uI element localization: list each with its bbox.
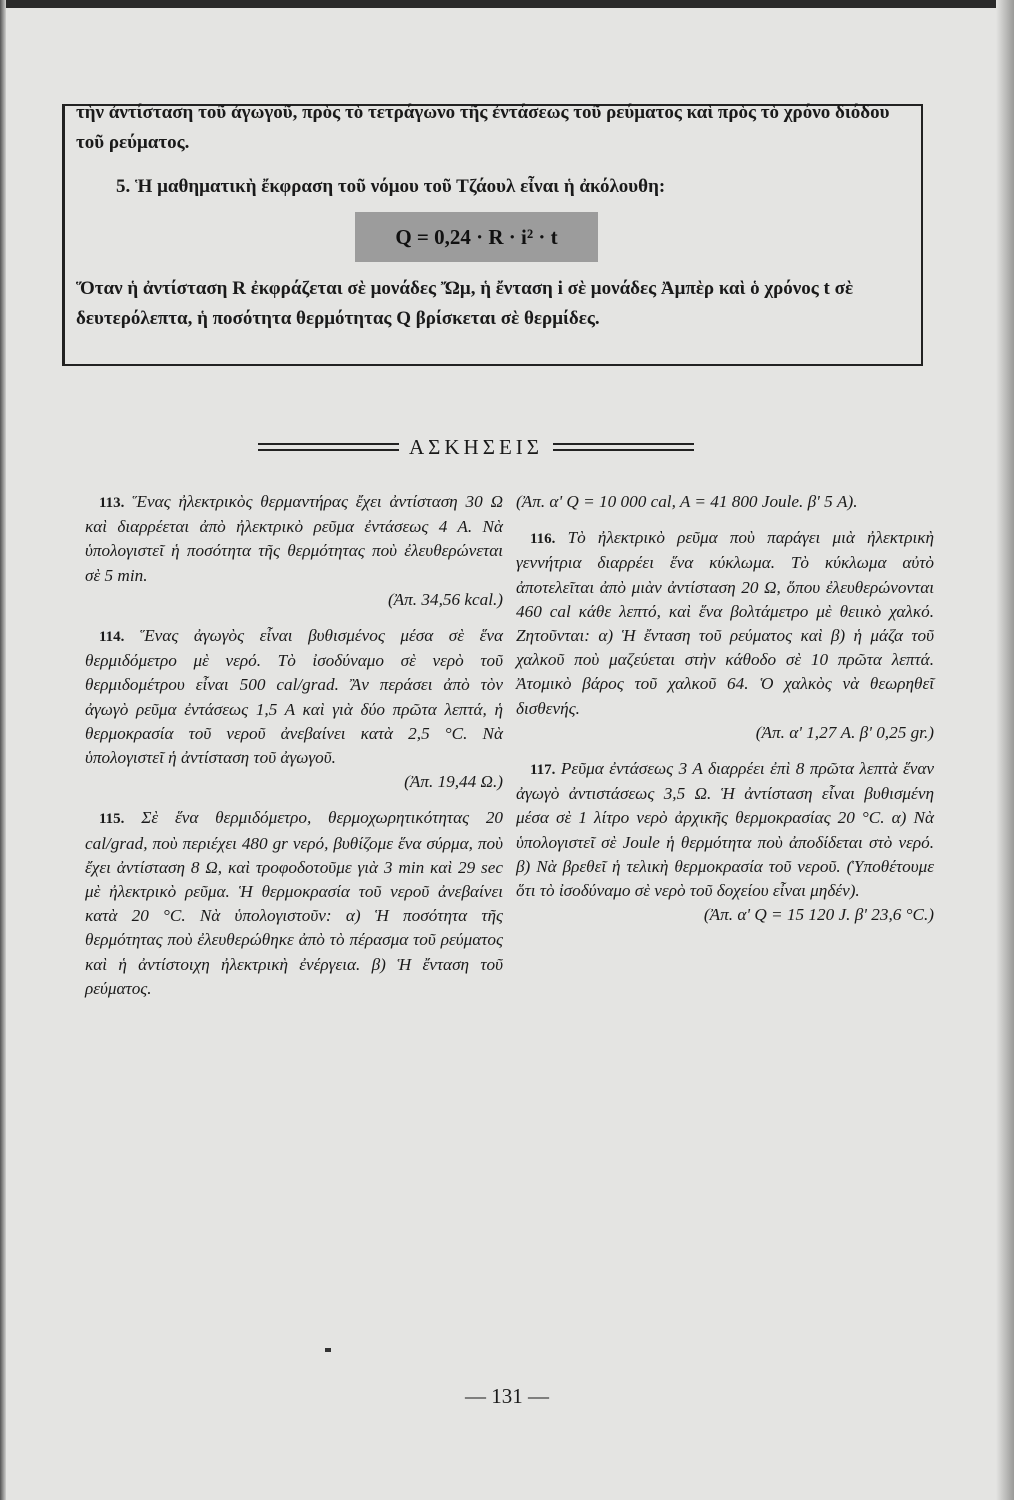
column-right <box>516 490 934 939</box>
exercise-text: Ρεῦμα ἐντάσεως 3 Α διαρρέει ἐπὶ 8 πρῶτα λεπτὰ ἕναν ἀγωγὸ ἀντιστάσεως 3,5 Ω. Ἡ ἀντίσταση εἶναι βυθισμένη μέσα σὲ 1 λίτρο νερὸ ἀρχικῆς θερμοκρασίας 20 °C. α) Νὰ ὑπολογιστεῖ σὲ Joule ἡ θερμότητα ποὺ ἀποδίδεται στὸ νερό. β) Νὰ βρεθεῖ ἡ τελικὴ θερμοκρασία τοῦ νεροῦ. (Ὑποθέτουμε ὅτι τὸ ἰσοδύναμο σὲ νερὸ τοῦ δοχείου εἶναι μηδέν). <box>516 759 935 901</box>
exercise-answer: (Ἀπ. α' 1,27 A. β' 0,25 gr.) <box>755 722 934 742</box>
exercise-115-answer <box>516 490 934 514</box>
exercise-115 <box>85 806 503 1001</box>
exercise-number: 114. <box>99 629 125 646</box>
exercise-text: Σὲ ἕνα θερμιδόμετρο, θερμοχωρητικότητας 20 cal/grad, ποὺ περιέχει 480 gr νερό, βυθίζομε ἕνα σύρμα, ποὺ ἔχει ἀντίσταση 8 Ω, καὶ τροφοδοτοῦμε γιὰ 3 min καὶ 29 sec μὲ ἠλεκτρικὸ ρεῦμα. Ἡ θερμοκρασία τοῦ νεροῦ ἀνεβαίνει κατὰ 20 °C. Νὰ ὑπολογιστοῦν: α) Ἡ ποσότητα τῆς θερμότητας ποὺ ἐλευθερώθηκε ἀπὸ τὸ πέρασμα τοῦ ρεύματος καὶ ἡ ἀντίστοιχη ἠλεκτρικὴ ἐνέργεια. β) Ἡ ἔνταση τοῦ ρεύματος. <box>85 808 504 998</box>
joule-formula: Q = 0,24 · R · i² · t <box>355 212 598 262</box>
box-text-law-statement: 5. Ἡ μαθηματικὴ ἔκφραση τοῦ νόμου τοῦ Τζάουλ εἶναι ἡ ἀκόλουθη: <box>116 176 666 197</box>
exercise-114 <box>85 624 503 794</box>
box-text-continuation: τὴν ἀντίσταση τοῦ ἀγωγοῦ, πρὸς τὸ τετράγωνο τῆς ἐντάσεως τοῦ ρεύματος καὶ πρὸς τὸ χρόνο διόδου τοῦ ρεύματος. <box>76 102 890 153</box>
column-left <box>85 490 503 1013</box>
heading-rule-right <box>553 443 694 451</box>
exercise-text: Ἕνας ἠλεκτρικὸς θερμαντήρας ἔχει ἀντίσταση 30 Ω καὶ διαρρέεται ἀπὸ ἠλεκτρικὸ ρεῦμα ἐντάσεως 4 Α. Νὰ ὑπολογιστεῖ ἡ ποσότητα τῆς θερμότητας ποὺ ἐλευθερώνεται σὲ 5 min. <box>85 492 504 585</box>
exercise-number: 115. <box>99 811 125 828</box>
section-title: ΑΣΚΗΣΕΙΣ <box>409 434 543 459</box>
exercise-number: 113. <box>99 495 125 511</box>
exercise-number: 116. <box>530 531 556 548</box>
scan-edge-right <box>996 0 1014 1500</box>
exercise-117 <box>516 757 934 927</box>
exercise-text: Ἕνας ἀγωγὸς εἶναι βυθισμένος μέσα σὲ ἕνα θερμιδόμετρο μὲ νερό. Τὸ ἰσοδύναμο σὲ νερὸ τοῦ θερμιδομέτρου εἶναι 500 cal/grad. Ἂν περάσει ἀπὸ τὸν ἀγωγὸ ρεῦμα ἐντάσεως 1,5 Α καὶ γιὰ δύο πρῶτα λεπτά, ἡ θερμοκρασία τοῦ νεροῦ ἀνεβαίνει κατὰ 2,5 °C. Νὰ ὑπολογιστεῖ ἡ ἀντίσταση τοῦ ἀγωγοῦ. <box>85 626 504 768</box>
exercise-113 <box>85 490 503 612</box>
exercise-answer: (Ἀπ. 34,56 kcal.) <box>387 589 503 609</box>
page-number: — 131 — <box>465 1384 549 1408</box>
exercise-116 <box>516 526 934 745</box>
exercise-answer: (Ἀπ. 19,44 Ω.) <box>404 772 503 792</box>
exercise-number: 117. <box>530 762 556 779</box>
exercises-heading <box>258 432 694 462</box>
scan-speck <box>325 1348 331 1352</box>
exercise-answer: (Ἀπ. α' Q = 10 000 cal, A = 41 800 Joule. β' 5 A). <box>516 492 858 511</box>
box-text-units: Ὅταν ἡ ἀντίσταση R ἐκφράζεται σὲ μονάδες Ὤμ, ἡ ἔνταση i σὲ μονάδες Ἀμπὲρ καὶ ὁ χρόνος t σὲ δευτερόλεπτα, ἡ ποσότητα θερμότητας Q βρίσκεται σὲ θερμίδες. <box>76 278 854 329</box>
scan-edge-left <box>0 0 6 1500</box>
scan-edge-top <box>0 0 1014 8</box>
heading-rule-left <box>258 443 399 451</box>
exercise-text: Τὸ ἠλεκτρικὸ ρεῦμα ποὺ παράγει μιὰ ἠλεκτρικὴ γεννήτρια διαρρέει ἕνα κύκλωμα. Τὸ κύκλωμα αὐτὸ ἀποτελεῖται ἀπὸ μιὰν ἀντίσταση 20 Ω, ὅπου ἐλευθερώνονται 460 cal κάθε λεπτό, καὶ ἕνα βολτάμετρο μὲ θειικὸ χαλκό. Ζητοῦνται: α) Ἡ ἔνταση τοῦ ρεύματος καὶ β) ἡ μάζα τοῦ χαλκοῦ ποὺ μαζεύεται στὴν κάθοδο σὲ 10 πρῶτα λεπτά. Ἀτομικὸ βάρος τοῦ χαλκοῦ 64. Ὁ χαλκὸς νὰ θεωρηθεῖ δισθενής. <box>516 528 934 718</box>
exercise-answer: (Ἀπ. α' Q = 15 120 J. β' 23,6 °C.) <box>703 905 934 925</box>
